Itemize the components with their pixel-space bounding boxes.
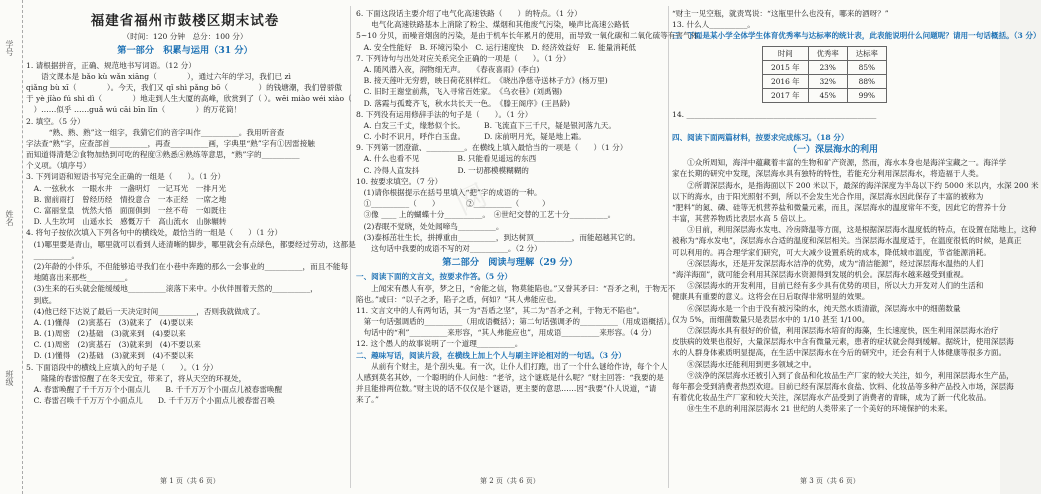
passage-line: 来了。”: [356, 395, 379, 405]
question-line: 5~10 分贝，而噪音烟囱的污染，是由于机车长年累月的使用，而导致一氧化碳和二氧化硫等有害气体。: [356, 31, 706, 41]
question-line: qiǎng bù xī（ ）。今天，我们又 qǐ shì pǎng bō（ ）的钱塘潮，我们曾骄傲: [26, 82, 343, 92]
page-number: 第 3 页（共 6 页）: [800, 477, 860, 485]
question-line: 6. 下面这段话主要介绍了电气化高速铁路（ ）的特点。（1 分）: [356, 9, 582, 18]
article-line: ⑥深层海水是一个由于没有被污染的水，纯天然水质清澈，深层海水中的细菌数量: [672, 303, 961, 313]
article-line: “海洋海面”，就可能会利用其深层海水资源得到发展的机会。深层海水越来越受到重视。: [672, 270, 969, 280]
question-line: A. 随风潜入夜，润物细无声。 《春夜喜雨》(李白): [356, 64, 540, 74]
article-line: 以下的海水，由于阳光照射不到，所以不会发生光合作用，深层海水因此保存了丰富的被称为: [672, 191, 984, 201]
question-line: D. 落霞与孤鹜齐飞，秋水共长天一色。 《滕王阁序》(王昌龄): [356, 98, 570, 108]
article-line: “肥料”的氮、磷、硅等无机营养盐和微量元素，而且，深层海水的温度常年不变，因此它的营养十分: [672, 202, 1007, 212]
article-line: 皮肤病的效果也很好，大量深层海水中含有微量元素，患者的症状就会得到缓解。据统计，使用深层海: [672, 337, 1014, 347]
margin-label-name: 姓名: [5, 210, 14, 226]
article-line: ⑧深层海水还能利用到更多领域之中。: [672, 359, 817, 369]
question-line: 5. 下面语段中的横线上应填入的句子是（ ）。（1 分）: [26, 362, 218, 372]
question-line: 隆隆的春雷惊醒了在冬天安宜，带来了，将从天空的环视处，: [26, 373, 247, 383]
article-line: ⑤深层海水的开发利用，目前已经有多少具有优势的项目，所以大力开发对人们的生活和: [672, 281, 984, 291]
question-line: A. 春雷唤醒了千千万万个小面点儿 B. 千千万万个小面点儿被春雷唤醒: [26, 385, 283, 395]
question-line: A. 什么也看不见 B. 只能看见遥远的东西: [356, 154, 537, 164]
question-line: (2)春眠不觉晓，处处闻啼鸟__________。: [356, 221, 504, 231]
stats-table: [762, 46, 887, 104]
question-line: “熟、熟、熟”这一组字，我猜它们的音字叫作__________。我用听音查: [26, 127, 285, 137]
question-line: D. (1)懂得 (2)基础 (3)就来到 (4)不要以来: [26, 351, 194, 361]
stats-table-wrap: [762, 46, 994, 104]
question-line: 字法查“熟”字，应查部首__________，再查__________画，字典里“熟”字有①因雷接触: [26, 138, 315, 148]
question-line: “财主一见空瓶，就责骂说：“这瓶里什么也没有，哪来的酒呀？”: [672, 9, 889, 18]
table-header-cell: 优秀率: [808, 46, 847, 60]
question-line: B. 窗前雨打 曾经历经 情投意合 一本正经 一席之地: [26, 194, 227, 204]
question-line: 4. 将句子按依次填入下列各句中的横线处，最恰当的一组是（ ）（1 分）: [26, 228, 283, 238]
article-line: ②所谓深层海水，是指海面以下 200 米以下，最深的海洋深度为半岛以下约 5000 米以内，水深 200 米: [672, 180, 1039, 190]
question-line: 电气化高速铁路基本上消除了粉尘、煤烟和其他废气污染，噪声比高速公路低: [356, 20, 630, 30]
passage-line: 人感到莫名其妙，一个聪明的仆人问他：“老爷，这个谜底是什么呢？”财主回答：“我要的是: [356, 373, 664, 383]
question-line: 地随喜出来那些__________。: [26, 273, 133, 283]
question-line: C. 春雷召唤千千万万个小面点儿 D. 千千万万个小面点儿被春雷召唤: [26, 396, 275, 406]
question-line: 7. 下列诗句与出处对应关系完全正确的一项是（ ）。（1 分）: [356, 53, 571, 63]
question-line: 1. 请根据拼音，正确、规范地书写词语。（12 分）: [26, 60, 196, 70]
article-line: 仅为 5%，而细菌数量只是表层水中的 1/10 甚至 1/100。: [672, 314, 870, 324]
question-line: 个义项。（填序号）: [26, 161, 91, 171]
table-cell: 85%: [847, 60, 886, 74]
table-cell: 32%: [808, 74, 847, 88]
table-cell: 2016 年: [763, 74, 809, 88]
question-line: 而知道得清楚②食物加热到可吃的程度③熟悉④熟练等意思，“熟”字的__________: [26, 150, 300, 160]
article-line: ④深层海水，还是开发深层海水洁净的优势，成为“清洁能源”，经过深层海水温热的人们: [672, 258, 984, 268]
question-line: 13. 什么人__________。: [672, 20, 755, 30]
table-row: [763, 89, 887, 103]
margin-label-class: 班级: [5, 370, 14, 386]
watermark: 网: [450, 177, 493, 223]
table-cell: 88%: [847, 74, 886, 88]
question-list: [26, 60, 356, 407]
article-line: 健康具有重要的意义。这将会在日后取得非常明显的效果。: [672, 292, 870, 302]
page-2: [356, 8, 706, 478]
page-1: [26, 8, 356, 478]
passage-line: 并且能排两位数。”财主说的话不仅仅是个谜语，更主要的意思……因“我要”仆人说道，“请: [356, 384, 657, 394]
question-heading: 四、阅读下面两篇材料，按要求完成练习。（18 分）: [672, 132, 849, 142]
question-line: (1)哪里要是青山，哪里就可以看到人迹清晰的脚步，哪里就会有点绿色，都要经过劳动，这都是: [26, 239, 356, 249]
question-line: (1)请你根据提示在括号里填入“把”字的成语的一种。: [356, 188, 542, 197]
question-line: A. (1)懂得 (2)寅基石 (3)就来了 (4)要以来: [26, 317, 194, 327]
table-cell: 2017 年: [763, 89, 809, 103]
table-row: [763, 60, 887, 74]
exam-title: 福建省福州市鼓楼区期末试卷: [90, 13, 280, 29]
page-number: 第 2 页（共 6 页）: [480, 477, 540, 485]
question-line: 3. 下列词语和短语书写完全正确的一组是（ ）。（1 分）: [26, 172, 226, 182]
article-line: 家在长期的研究中发现，深层海水具有独特的特性，若能充分利用深层海水，将造福于人类。: [672, 169, 984, 179]
question-line: ）……似乎 ……guǎ wú cāi bīn lǐn（ ）的万花筒！: [26, 105, 242, 115]
question-line: C. 富丽堂皇 恍然大悟 面面俱到 一丝不苟 一如既往: [26, 206, 227, 216]
question-line: A. 安全性能好 B. 环境污染小 C. 运行速度快 D. 经济效益好 E. 能量消耗低: [356, 42, 636, 52]
question-line: A. 一弦秋水 一眼水井 一盏明灯 一记耳光 一排月光: [26, 183, 227, 193]
page-3: [672, 8, 1041, 478]
passage-line: 第一句话强调盾的__________（用成语概括）；第二句话强调矛的__________（用成语概括）。: [356, 317, 675, 327]
table-cell: 23%: [808, 60, 847, 74]
question-line: (4)他已经下达说了最后一天决定时间__________，否则我就做成了。: [26, 306, 265, 316]
passage-line: 上闻宋有愚人有亭，梦之日，“舍能之信，物莫能陷也。”又誉其矛曰：“吾矛之利，于物无不: [356, 283, 676, 293]
question-line: B. (1)周密 (2)基础 (3)就来到 (4)要以来: [26, 329, 186, 339]
binding-margin: [0, 0, 23, 494]
question-line: C. (1)周密 (2)寅基石 (3)就来到 (4)不要以来: [26, 340, 201, 350]
question-line: (3)泰栎茁壮生长，拼搏重由__________，到达树顶__________，而能超越其它的。: [356, 232, 641, 242]
question-line: A. 白发三千丈，缘愁似个长。 B. 飞流直下三千尺，疑是银河落九天。: [356, 120, 616, 130]
question-line: 这句话中我要的成语不写的对__________。（2 分）: [356, 243, 542, 253]
article-line: 丰富，其营养物质比表层水高 5 倍以上。: [672, 214, 811, 224]
reading-heading: 一、阅读下面的文言文，按要求作答。（5 分）: [356, 272, 513, 282]
question-line: ①__________（ ） ②__________（ ）: [356, 199, 550, 209]
page-number: 第 1 页（共 6 页）: [160, 477, 220, 485]
article-line: 每年都会受到消费者热烈欢迎。目前已经有深层海水食盐、饮料、化妆品等多种产品投入市场，深层海: [672, 381, 1014, 391]
article-title: （一）深层海水的利用: [787, 144, 878, 155]
article-line: 有着优化妆品生产厂家和较大关注，深层海水产品受到了消费者的青睐，成为了新一代化妆品。: [672, 393, 991, 403]
article-line: 水的人群身体素质明显提高，在生活中深层海水在今后的研究中，还会有利于人体健康等很多方面。: [672, 348, 1007, 358]
question-line: D. 人生坎坷 山遥水长 感慨万千 高山流水 山脉辗转: [26, 217, 227, 227]
article-line: ③目前，利用深层海水发电、冷房降温等方面，这是根据深层海水温度低的特点，在设置在陆地上，这种: [672, 225, 1037, 235]
question-line: C. 小时不识月，呼作白玉盘。 D. 床前明月光，疑是地上霜。: [356, 132, 586, 142]
passage-line: 从前有个财主，是个刮头鬼。有一次，让仆人们打跑，出了一个什么谜给作诗，每个个人: [356, 361, 668, 371]
question-heading: 三、下面是某小学全体学生体育优秀率与达标率的统计表，此表能说明什么问题呢？请用一句话概括。（3 分）: [672, 31, 1041, 41]
article-line: 被称为“海水发电”，深层海水合适的温度和深层相关。当深层海水温度适于，在温度很低的时候，是真正: [672, 236, 1022, 246]
passage-line: 陷也。”或曰：“以子之矛，陷子之盾，何如？”其人弗能应也。: [356, 294, 562, 304]
question-line: 10. 按要求填空。（7 分）: [356, 176, 443, 186]
question-line: 到底。: [26, 295, 57, 305]
table-row: [763, 74, 887, 88]
table-header-cell: 达标率: [847, 46, 886, 60]
question-line: (2)年龄的小伴乐，不但能够追寻我们在小巷中奔跑的那么一会事业的__________，而且不能每: [26, 261, 349, 271]
question-line: C. 冷得人直发抖 D. 一切都模模糊糊的: [356, 165, 529, 175]
question-line: 9. 下列第一团澄澈、__________。在横线上填入最恰当的一项是（ ）（1 分）: [356, 143, 628, 153]
question-line: (3)生来的石头就会能缓缓地__________滚落下来中。小伙伴围着天然的__________，: [26, 284, 318, 294]
reading-passage: [356, 361, 668, 406]
article-line: ⑦深层海水具有很好的价值，利用深层海水培育的海藻，生长速度快，医生利用深层海水治疗: [672, 325, 999, 335]
article-body: [672, 157, 1039, 414]
reading-heading: 二、趣味写话，阅读片段，在横线上加上个人与刷主评论相对的一句话。（3 分）: [356, 350, 626, 360]
answer-line: 14. __________________________________________________: [672, 110, 877, 120]
question-line: 于 yè jǐào fú shì dì（ ）地走到人生大厦的高峰，欣赏到了（ ）。wēi miào wéi xiào（: [26, 94, 352, 104]
question-line: B. 接天莲叶无穷碧，映日荷花别样红。 《晓出净慈寺送林子方》(杨万里): [356, 76, 608, 86]
question-line: C. 旧时王谢堂前燕，飞入寻常百姓家。 《乌衣巷》(刘禹锡): [356, 87, 563, 97]
column-divider: [668, 6, 669, 488]
table-cell: 2015 年: [763, 60, 809, 74]
question-line: __________。: [26, 250, 80, 260]
table-header-cell: 时间: [763, 46, 809, 60]
table-cell: 45%: [808, 89, 847, 103]
table-cell: 99%: [847, 89, 886, 103]
section-title: 第一部分 积累与运用（31 分）: [117, 45, 253, 57]
exam-meta: （时间：120 分钟 总分：100 分）: [122, 32, 248, 42]
margin-label-id: 学号: [5, 40, 14, 56]
question-list: [672, 8, 994, 30]
passage-line: 句话中的“利”__________来形容，“其人弗能应也”，用成语__________来形容。（4 分）: [356, 328, 656, 338]
reading-passage: [356, 283, 676, 350]
article-line: ⑩生生不息的利用深层海水 21 世纪的人类带来了一个美好的环境保护的未来。: [672, 404, 953, 414]
question-line: 8. 下列没有运用修辞手法的句子是（ ）。（1 分）: [356, 109, 533, 119]
question-line: 2. 填空。（5 分）: [26, 116, 85, 126]
article-line: ①众所周知，海洋中蕴藏着丰富的生物和矿产资源，然而，海水本身也是海洋宝藏之一。海洋学: [672, 158, 1007, 168]
question-line: ③像 ____ 上的蝴蝶十分__________。 ④世纪交替的工艺十分__________。: [356, 210, 616, 220]
passage-line: 11. 文言文中的人有两句话，其一为“吾盾之坚”，其二为“吾矛之利，于物无不陷也”。: [356, 305, 645, 315]
article-line: ⑨淡净的深层海水还被引入到了食品和化妆品生产厂家的较大关注，如今，利用深层海水生产品，: [672, 370, 1014, 380]
question-list: [356, 8, 706, 254]
section-title: 第二部分 阅读与理解（29 分）: [442, 257, 578, 269]
article-line: 可以利用的。再合理学家们研究，可大大减少设置系统的成本，降低城市温度，节省能源消耗。: [672, 247, 991, 257]
passage-line: 12. 这个愚人的故事说明了一个道理__________。: [356, 339, 523, 349]
question-line: 语文课本是 bǎo kù wǎn xiāng（ ），通过六年的学习，我们已 zì: [26, 71, 291, 81]
